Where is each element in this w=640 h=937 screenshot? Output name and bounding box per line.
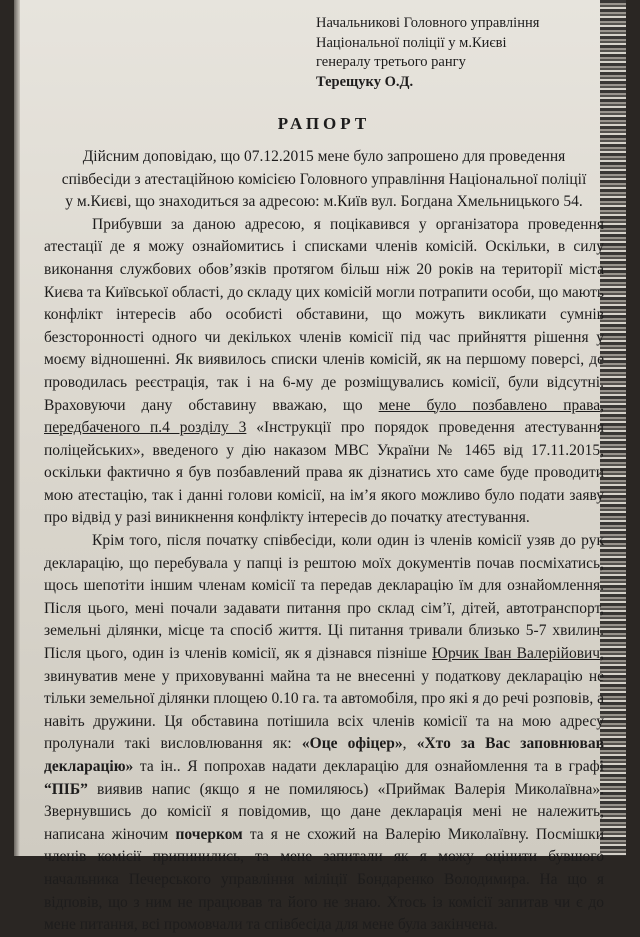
paragraph-interview bbox=[44, 530, 604, 937]
document-title: РАПОРТ bbox=[277, 114, 371, 134]
quote-declaration: «Хто за Вас заповнював декларацію» bbox=[44, 735, 605, 775]
addressee-block bbox=[316, 14, 604, 92]
commission-member-name: Юрчик Іван Валерійович bbox=[432, 645, 601, 663]
paragraph-attestation-text-b: «Інструкції про порядок проведення атестування поліцейських», введеного у дію наказом МВС України № 1465 від 17.11.2015, оскільки фактично я був позбавлений права як дізнатись хто саме буде проводити мою атестацію, так і данні голови комісії, на ім’я якого можливо було подати заяву про відвід у разі виникнення конфлікту інтересів до початку атестування. bbox=[44, 419, 604, 527]
quote-officer: «Оце офіцер» bbox=[301, 735, 403, 753]
paragraph-interview-text-c: та ін.. Я попрохав надати декларацію для ознайомлення та в графі bbox=[133, 758, 604, 775]
underlined-claim: мене було позбавлено права, передбаченого п.4 розділу 3 bbox=[44, 396, 604, 437]
paragraph-interview-text-e: та я не схожий на Валерію Миколаївну. Посмішки членів комісії припинились, та мене запитали як я можу оцінити бувшого начальника Печерського управління міліції Бондаренко Володимира. На що я відповів, що з ним не працював та його не знаю. Хтось із комісії запитав чи є до мене питання, всі промовчали та співбесіда для мене була закінчена. bbox=[44, 825, 605, 934]
paragraph-attestation bbox=[44, 214, 604, 530]
addressee-name: Терещуку О.Д. bbox=[316, 73, 414, 90]
intro-paragraph bbox=[44, 146, 604, 214]
paragraph-interview-text-a: Крім того, після початку співбесіди, коли один із членів комісії узяв до рук декларацію, що перебувала у папці із рештою моїх документів почав посміхатись, щось шепотіти іншим членам комісії та передав декларацію їм для ознайомлення. Після цього, мені почали задавати питання про склад сім’ї, дітей, автотранспорт, земельні ділянки, місце та спосіб життя. Ці питання тривали близько 5-7 хвилин. Після цього, один із членів комісії, як я дізнався пізніше bbox=[44, 532, 604, 663]
paragraph-attestation-text-a: Прибувши за даною адресою, я поцікавився у організатора проведення атестації де я можу ознайомитись і списками членів комісій. Оскільки, в силу виконання службових обов’язків протягом більш ніж 20 років на території міста Києва та Київської області, до складу цих комісій могли потрапити особи, що мають конфлікт інтересів або особисті обставини, що можуть викликати сумнів безсторонності одного чи декількох членів комісії під час прийняття рішення у моєму відношенні. Як виявилось списки членів комісій, як на першому поверсі, де проводилась реєстрація, так і на 6-му де розміщувались комісії, були відсутні. Враховуючи дану обставину вважаю, що bbox=[44, 215, 604, 414]
paragraph-interview-text-d: виявив напис (якщо я не помиляюсь) «Приймак Валерія Миколаївна». Звернувшись до комісії я повідомив, що дане декларація мені не належить, написана жіночим bbox=[44, 780, 604, 843]
addressee-line3: генералу третього рангу bbox=[316, 54, 466, 71]
quote-separator: , bbox=[402, 735, 417, 753]
intro-line2: співбесіди з атестаційною комісією Головного управління Національної поліції bbox=[61, 170, 587, 188]
intro-line3: у м.Києві, що знаходиться за адресою: м.Київ вул. Богдана Хмельницького 54. bbox=[65, 193, 583, 211]
addressee-line2: Національної поліції у м.Києві bbox=[316, 34, 507, 51]
handwriting-word: почерком bbox=[175, 825, 243, 843]
document-body bbox=[44, 14, 604, 937]
paragraph-interview-text-b: , звинуватив мене у приховуванні майна та не внесенні у податкову декларацію не тільки земельної ділянки площею 0.10 га. та автомобіля, про які я до речі розповів, а навіть дружини. Ця обставина потішила всіх членів комісії та на мою адресу пролунали такі висловлювання як: bbox=[44, 645, 604, 753]
addressee-line1: Начальникові Головного управління bbox=[316, 15, 540, 31]
quote-pib: “ПІБ” bbox=[44, 780, 88, 798]
document-page bbox=[14, 0, 626, 934]
page-left-shadow bbox=[14, 0, 20, 856]
intro-line1: Дійсним доповідаю, що 07.12.2015 мене було запрошено для проведення bbox=[82, 147, 566, 165]
